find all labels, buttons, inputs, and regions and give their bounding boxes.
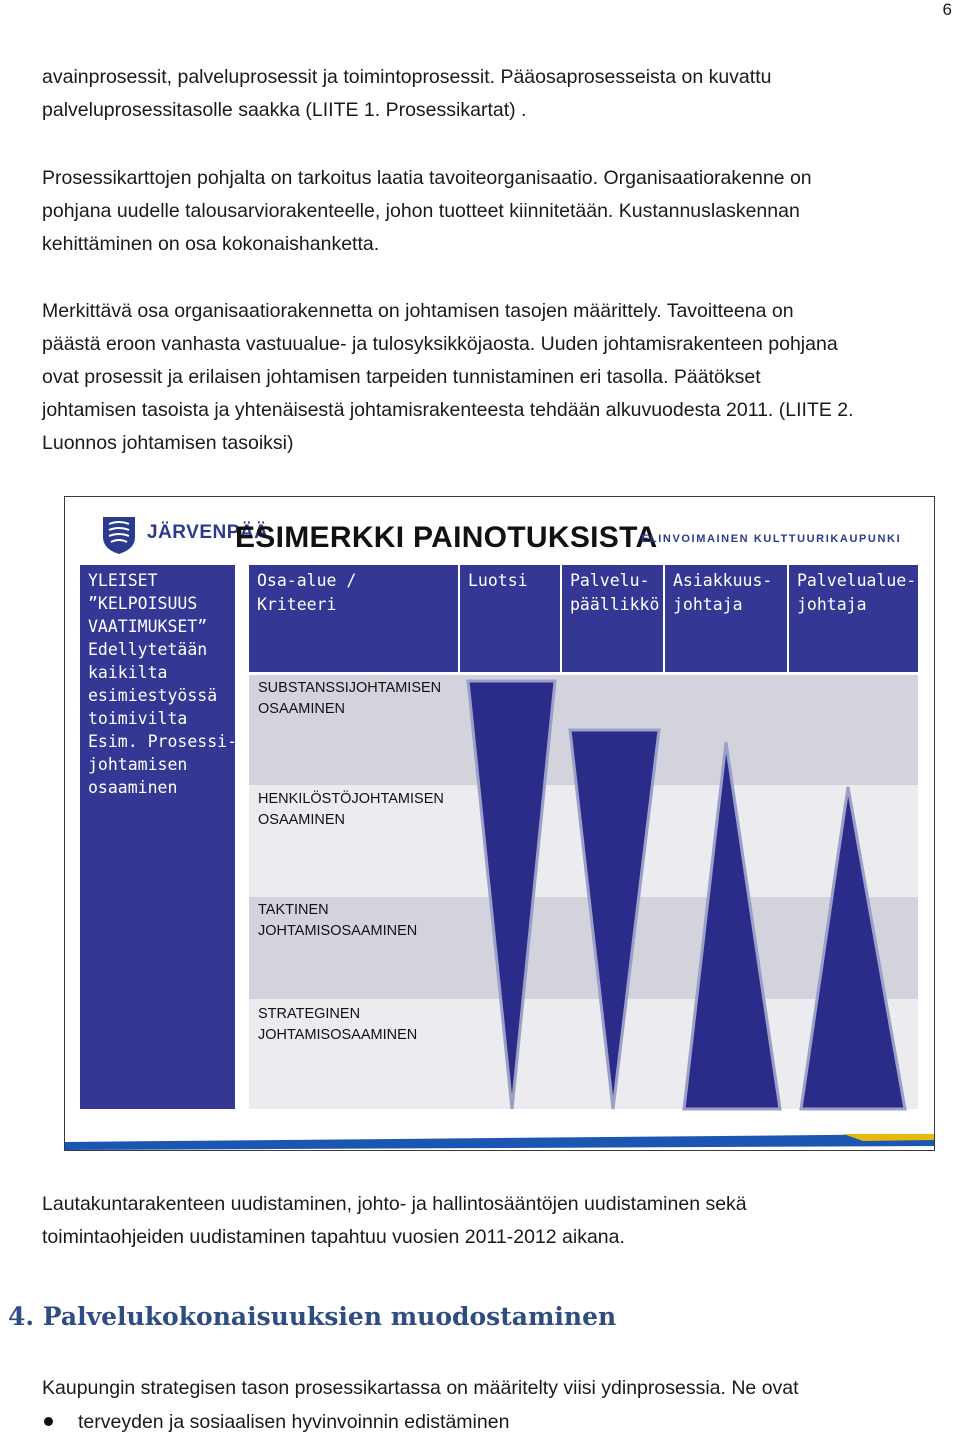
header-asiakkuusjohtaja: Asiakkuus- johtaja [665,565,787,672]
paragraph-core-processes: Kaupungin strategisen tason prosessikartassa on määritelty viisi ydinprosessia. Ne ovat [42,1377,799,1399]
row-label-substanssi: SUBSTANSSIJOHTAMISEN OSAAMINEN [258,680,442,717]
bullet-dot-icon [44,1417,53,1426]
row-label-strateginen: STRATEGINEN JOHTAMISOSAAMINEN [258,1006,418,1043]
header-osa-alue: Osa-alue / Kriteeri [249,565,458,672]
luotsi-inverted-triangle [468,681,555,1109]
header-palvelualuejohtaja: Palvelualue- johtaja [789,565,918,672]
figure-slogan: ELINVOIMAINEN KULTTUURIKAUPUNKI [641,533,902,545]
bottom-brand-stripe [65,1132,934,1150]
emphasis-triangles [65,497,936,1152]
palvelupaallikko-inverted-triangle [570,730,659,1109]
section-heading: 4. Palvelukokonaisuuksien muodostaminen [8,1302,617,1331]
asiakkuusjohtaja-triangle [684,742,780,1109]
bullet-item: terveyden ja sosiaalisen hyvinvoinnin edistäminen [44,1406,509,1439]
row-label-taktinen: TAKTINEN JOHTAMISOSAAMINEN [258,902,418,939]
general-requirements-column: YLEISET ”KELPOISUUS VAATIMUKSET” Edellytetään kaikilta esimiestyössä toimivilta Esim. Prosessi- johtamisen osaaminen [80,565,235,1109]
figure-title: ESIMERKKI PAINOTUKSISTA [235,521,658,554]
header-palvelupaallikko: Palvelu- päällikkö [562,565,663,672]
header-luotsi: Luotsi [460,565,560,672]
page-number: 6 [942,0,952,19]
emphasis-figure [64,496,935,1151]
logo-text: JÄRVENPÄÄ [147,522,269,543]
palvelualuejohtaja-triangle [801,787,905,1109]
paragraph-management-levels: Merkittävä osa organisaatiorakennetta on johtamisen tasojen määrittely. Tavoitteena on päästä eroon vanhasta vastuualue- ja tulosyksikköjaosta. Uuden johtamisrakenteen pohjana ovat prosessit ja erilaisen johtamisen tarpeiden tunnistaminen eri tasolla. Päätökset johtamisen tasoista ja yhtenäisestä johtamisrakenteesta tehdään alkuvuodesta 2011. (LIITE 2. Luonnos johtamisen tasoiksi) [42,300,854,454]
paragraph-target-organisation: Prosessikarttojen pohjalta on tarkoitus laatia tavoiteorganisaatio. Organisaatiorakenne on pohjana uudelle talousarviorakenteelle, johon tuotteet kiinnitetään. Kustannuslaskennan kehittäminen on osa kokonaishanketta. [42,167,812,255]
paragraph-processes: avainprosessit, palveluprosessit ja toimintoprosessit. Pääosaprosesseista on kuvattu palveluprosessitasolle saakka (LIITE 1. Prosessikartat) . [42,66,772,121]
row-label-henkilosto: HENKILÖSTÖJOHTAMISEN OSAAMINEN [258,791,444,828]
paragraph-board-structure: Lautakuntarakenteen uudistaminen, johto- ja hallintosääntöjen uudistaminen sekä toimintaohjeiden uudistaminen tapahtuu vuosien 2011-2012 aikana. [42,1193,747,1248]
